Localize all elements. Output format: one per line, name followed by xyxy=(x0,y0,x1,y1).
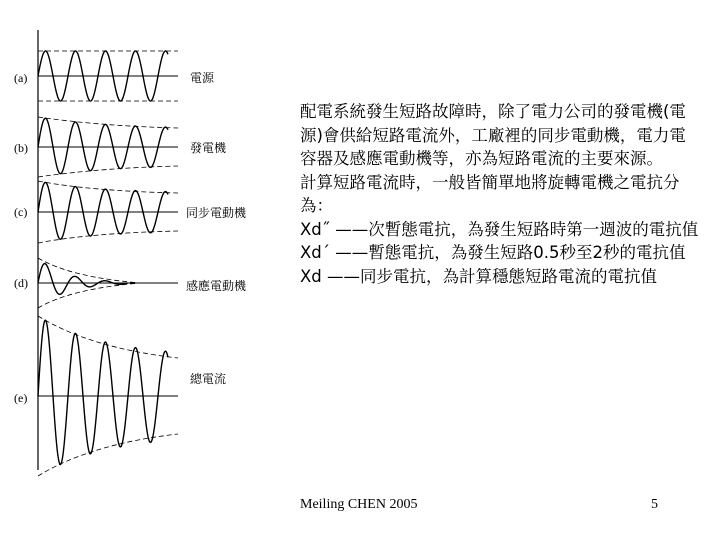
row-letter-e: (e) xyxy=(14,391,28,405)
row-label-a: 電源 xyxy=(190,71,215,85)
row-letter-b: (b) xyxy=(14,141,28,155)
waveform-synchronous-motor xyxy=(38,182,168,239)
row-letter-a: (a) xyxy=(14,71,28,85)
row-label-d: 感應電動機 xyxy=(186,279,247,293)
paragraph-sources: 配電系統發生短路故障時，除了電力公司的發電機(電源)會供給短路電流外，工廠裡的同步電動機，電力電容器及感應電動機等，亦為短路電流的主要來源。 xyxy=(300,102,686,168)
row-letter-c: (c) xyxy=(14,205,28,219)
slide-text xyxy=(300,100,700,288)
envelope-e-bottom xyxy=(38,434,178,476)
waveform-total-current xyxy=(38,320,168,464)
waveform-generator xyxy=(38,118,168,174)
reactance-synchronous: Xd ——同步電抗，為計算穩態短路電流的電抗值 xyxy=(300,266,658,286)
waveform-figure xyxy=(0,0,290,540)
row-label-c: 同步電動機 xyxy=(186,206,247,220)
row-letter-d: (d) xyxy=(14,276,28,290)
envelope-d-top xyxy=(38,258,140,283)
waveform-induction-motor xyxy=(38,264,128,295)
row-label-e: 總電流 xyxy=(190,372,227,386)
page-number: 5 xyxy=(651,497,658,512)
footer-author: Meiling CHEN 2005 xyxy=(300,497,418,512)
row-label-b: 發電機 xyxy=(190,141,227,155)
reactance-transient: Xd´ ——暫態電抗，為發生短路0.5秒至2秒的電抗值 xyxy=(300,243,686,262)
paragraph-reactance-intro: 計算短路電流時，一般皆簡單地將旋轉電機之電抗分為： xyxy=(300,172,680,215)
reactance-subtransient: Xd˝ ——次暫態電抗，為發生短路時第一週波的電抗值 xyxy=(300,219,699,239)
